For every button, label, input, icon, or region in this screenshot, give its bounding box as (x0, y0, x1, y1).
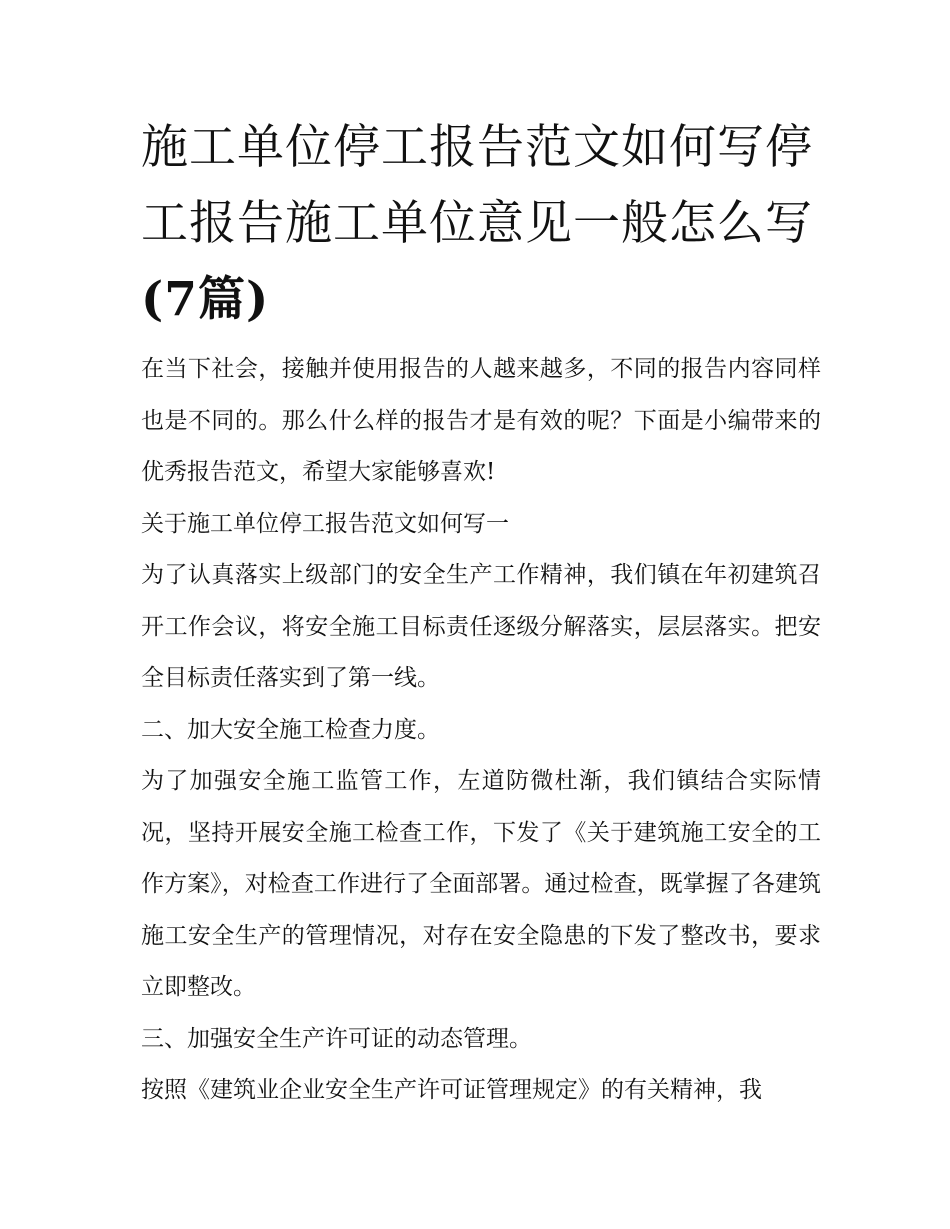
section-heading-1: 关于施工单位停工报告范文如何写一 (141, 510, 509, 537)
document-page (141, 110, 821, 1117)
body-paragraph-1: 为了认真落实上级部门的安全生产工作精神，我们镇在年初建筑召开工作会议，将安全施工目标责任逐级分解落实，层层落实。把安全目标责任落实到了第一线。 (141, 562, 821, 691)
intro-paragraph: 在当下社会，接触并使用报告的人越来越多，不同的报告内容同样也是不同的。那么什么样的报告才是有效的呢？下面是小编带来的优秀报告范文，希望大家能够喜欢! (141, 356, 821, 485)
document-title (141, 110, 821, 338)
body-paragraph-2: 为了加强安全施工监管工作，左道防微杜渐，我们镇结合实际情况，坚持开展安全施工检查工作，下发了《关于建筑施工安全的工作方案》，对检查工作进行了全面部署。通过检查，既掌握了各建筑施工安全生产的管理情况，对存在安全隐患的下发了整改书，要求立即整改。 (141, 768, 821, 1000)
section-heading-3: 三、加强安全生产许可证的动态管理。 (141, 1025, 532, 1052)
section-heading-2: 二、加大安全施工检查力度。 (141, 716, 440, 743)
title-main: 施工单位停工报告范文如何写停工报告施工单位意见一般怎么写 (141, 120, 813, 251)
title-count: (7篇) (141, 272, 270, 327)
body-paragraph-3: 按照《建筑业企业安全生产许可证管理规定》的有关精神，我 (141, 1077, 762, 1103)
